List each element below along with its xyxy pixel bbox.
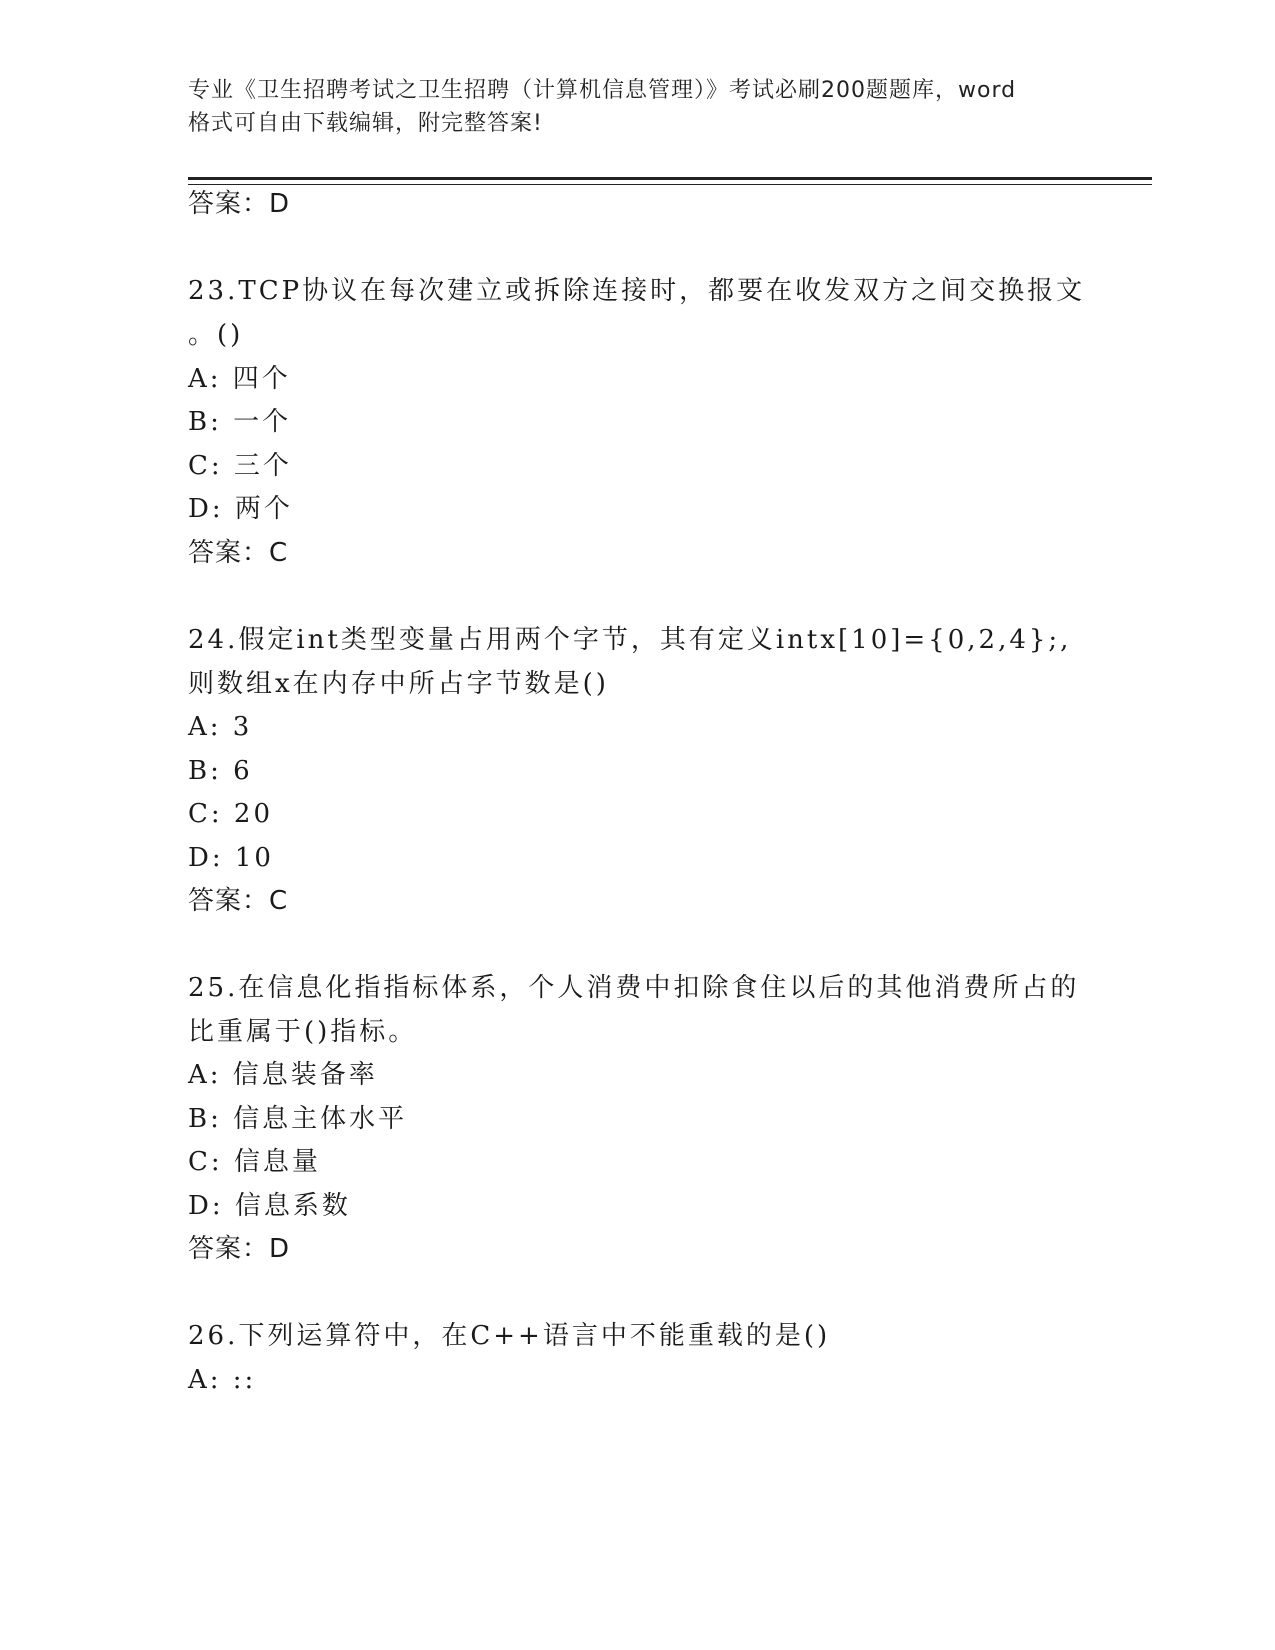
answer: 答案：D [188,1234,291,1264]
option-d: D: 信息系数 [188,1191,351,1221]
option-c: C: 20 [188,799,274,829]
header-line-1: 专业《卫生招聘考试之卫生招聘（计算机信息管理）》考试必刷200题题库，word [188,78,1017,103]
option-b: B: 一个 [188,407,292,437]
option-a: A: :: [188,1365,257,1395]
option-a: A: 四个 [188,364,291,394]
question-stem-continued: 比重属于()指标。 [188,1017,418,1047]
header-rule-thick [188,177,1152,180]
header-rule-thin [188,184,1152,185]
option-a: A: 信息装备率 [188,1060,378,1090]
option-b: B: 6 [188,756,253,786]
option-c: C: 三个 [188,451,292,481]
document-header [188,74,1088,140]
previous-answer: 答案：D [188,189,291,219]
question-stem-continued: 。() [188,320,244,350]
question-stem-continued: 则数组x在内存中所占字节数是() [188,669,609,699]
question-stem: 26.下列运算符中，在C++语言中不能重载的是() [188,1321,831,1351]
question-stem: 24.假定int类型变量占用两个字节，其有定义intx[10]={0,2,4};, [188,625,1072,655]
answer: 答案：C [188,538,289,568]
question-stem: 23.TCP协议在每次建立或拆除连接时，都要在收发双方之间交换报文 [188,276,1086,306]
header-line-2: 格式可自由下载编辑，附完整答案! [188,111,543,136]
option-d: D: 10 [188,843,274,873]
question-stem: 25.在信息化指指标体系，个人消费中扣除食住以后的其他消费所占的 [188,973,1080,1003]
option-a: A: 3 [188,712,253,742]
option-b: B: 信息主体水平 [188,1104,408,1134]
answer: 答案：C [188,886,289,916]
option-c: C: 信息量 [188,1147,321,1177]
option-d: D: 两个 [188,494,293,524]
